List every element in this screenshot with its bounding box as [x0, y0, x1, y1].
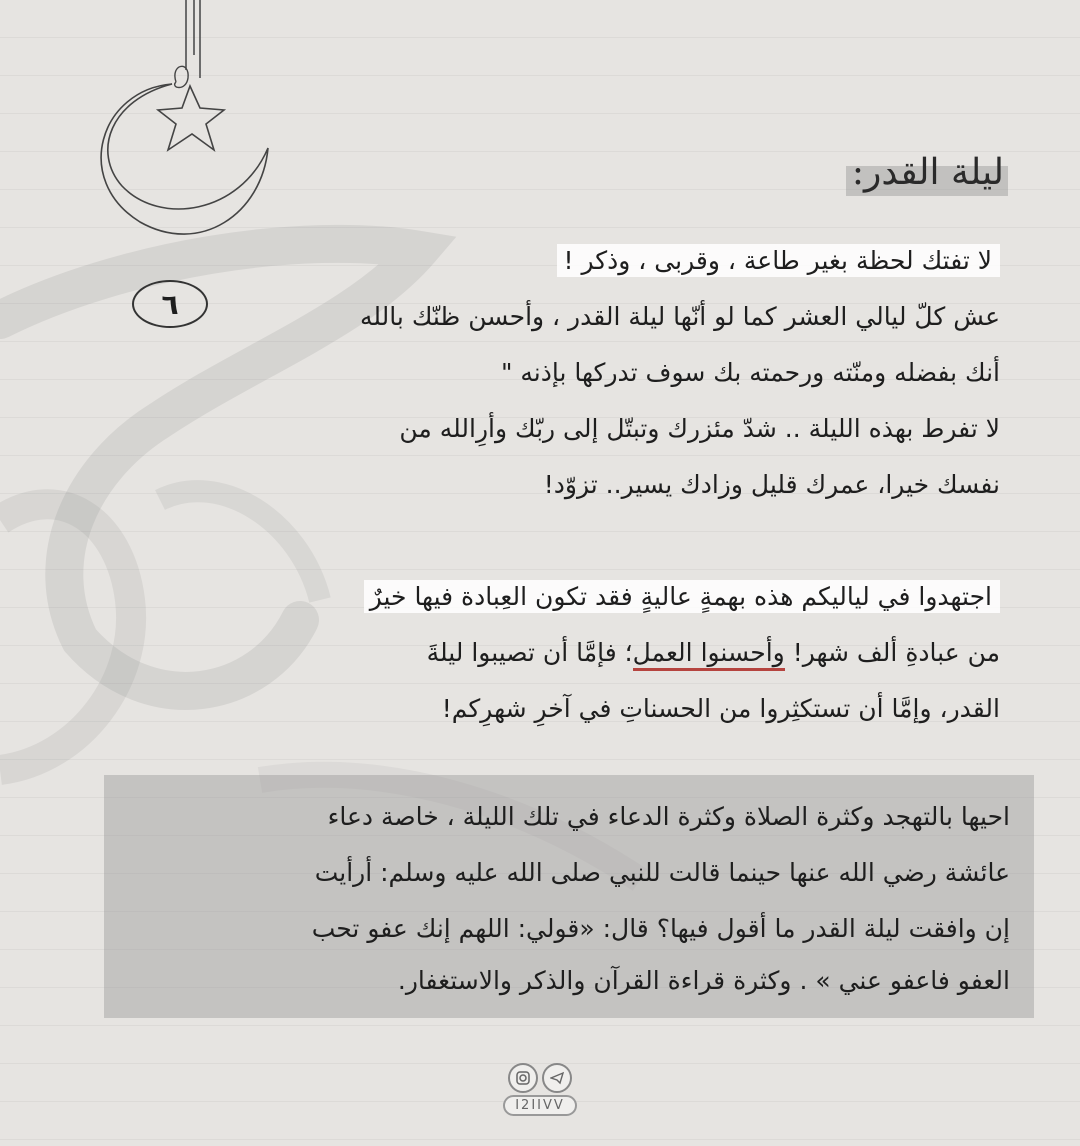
box-line4: العفو فاعفو عني » . وكثرة قراءة القرآن والذكر والاستغفار.: [397, 966, 1010, 995]
page-number-badge: ٦: [132, 280, 208, 328]
paragraph1-line5: نفسك خيرا، عمرك قليل وزادك يسير.. تزوّد!: [543, 470, 1000, 499]
paragraph2-line1: [364, 580, 1000, 614]
paragraph2-line3: القدر، وإمَّا أن تستكثِروا من الحسناتِ في آخرِ شهرِكم!: [441, 694, 1000, 723]
title-block: [852, 152, 1004, 193]
page-title: ليلة القدر:: [851, 152, 1004, 193]
paragraph1-line4: لا تفرط بهذه الليلة .. شدّ مئزرك وتبتّل إلى ربّك وأرِالله من: [399, 414, 1000, 443]
social-footer: [500, 1063, 580, 1116]
telegram-icon[interactable]: [542, 1063, 572, 1093]
box-line3: إن وافقت ليلة القدر ما أقول فيها؟ قال: «قولي: اللهم إنك عفو تحب: [311, 914, 1010, 943]
account-handle: I2IIVV: [503, 1095, 577, 1116]
highlighted-text: لا تفتك لحظة بغير طاعة ، وقربى ، وذكر !: [557, 244, 1000, 277]
paragraph1-line1: [557, 244, 1000, 278]
underlined-text: وأحسنوا العمل: [633, 638, 785, 671]
highlighted-text: اجتهدوا في لياليكم هذه بهمةٍ عاليةٍ فقد تكون العِبادة فيها خيرٌ: [364, 580, 1000, 613]
text-segment: من عبادةِ ألف شهر!: [784, 638, 1000, 667]
box-line2: عائشة رضي الله عنها حينما قالت للنبي صلى الله عليه وسلم: أرأيت: [314, 858, 1010, 887]
paragraph1-line2: عش كلّ ليالي العشر كما لو أنّها ليلة القدر ، وأحسن ظنّك بالله: [360, 302, 1000, 331]
box-line1: احيها بالتهجد وكثرة الصلاة وكثرة الدعاء في تلك الليلة ، خاصة دعاء: [327, 802, 1010, 831]
crescent-star-icon: [0, 0, 300, 260]
instagram-icon[interactable]: [508, 1063, 538, 1093]
paragraph2-line2: [427, 636, 1000, 670]
paragraph1-line3: أنك بفضله ومنّته ورحمته بك سوف تدركها بإذنه ": [500, 358, 1000, 387]
text-segment: ؛ فإمَّا أن تصيبوا ليلةَ: [426, 638, 633, 667]
social-icons: [500, 1063, 580, 1093]
